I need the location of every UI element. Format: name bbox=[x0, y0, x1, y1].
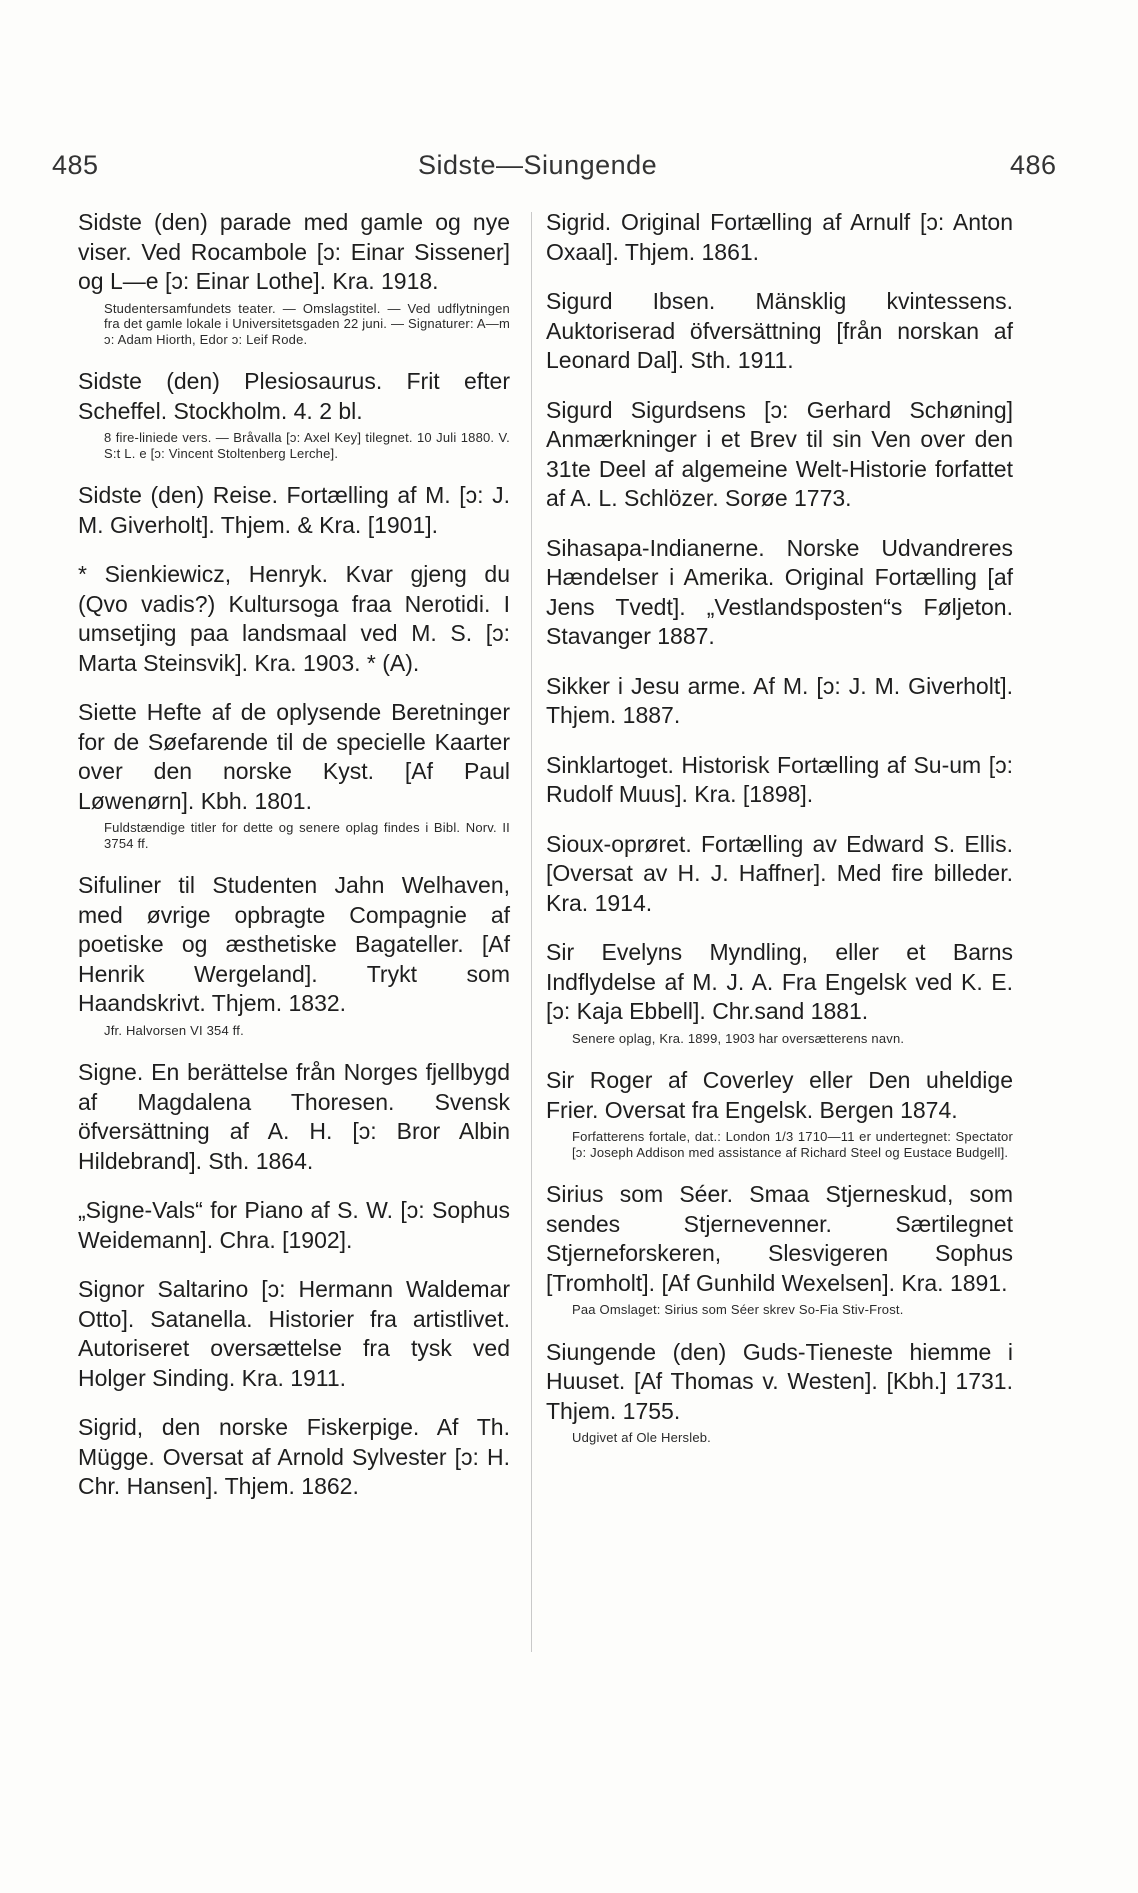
entry-text: Siungende (den) Guds-Tieneste hiemme i Huuset. [Af Thomas v. Westen]. [Kbh.] 1731. Thjem. 1755. bbox=[546, 1338, 1013, 1424]
entry-note: Forfatterens fortale, dat.: London 1/3 1710—11 er undertegnet: Spectator [ɔ: Joseph Addison med assistance af Richard Steel og Eustace Budgell]. bbox=[572, 1129, 1013, 1160]
right-column bbox=[546, 208, 1013, 1466]
bibliography-entry bbox=[78, 208, 510, 347]
bibliography-entry bbox=[546, 751, 1013, 810]
bibliography-entry bbox=[546, 534, 1013, 652]
entry-note: Studentersamfundets teater. — Omslagstitel. — Ved udflytningen fra det gamle lokale i Universitetsgaden 22 juni. — Signaturer: A—m ɔ: Adam Hiorth, Edor ɔ: Leif Rode. bbox=[104, 300, 510, 347]
entry-text: Sidste (den) Reise. Fortælling af M. [ɔ: J. M. Giverholt]. Thjem. & Kra. [1901]. bbox=[78, 482, 510, 538]
entry-note: Jfr. Halvorsen VI 354 ff. bbox=[104, 1022, 244, 1038]
entry-text: Sifuliner til Studenten Jahn Welhaven, med øvrige opbragte Compagnie af poetiske og æsthetiske Bagateller. [Af Henrik Wergeland]. Trykt som Haandskrivt. Thjem. 1832. bbox=[78, 872, 510, 1016]
entry-text: Sikker i Jesu arme. Af M. [ɔ: J. M. Giverholt]. Thjem. 1887. bbox=[546, 672, 1013, 728]
bibliography-entry bbox=[78, 481, 510, 540]
column-divider bbox=[531, 212, 532, 1652]
entry-text: „Signe-Vals“ for Piano af S. W. [ɔ: Sophus Weidemann]. Chra. [1902]. bbox=[78, 1197, 510, 1253]
bibliography-entry bbox=[546, 938, 1013, 1046]
entry-text: Sigurd Sigurdsens [ɔ: Gerhard Schøning] Anmærkninger i et Brev til sin Ven over den 31te Deel af algemeine Welt-Historie forfattet af A. L. Schlözer. Sorøe 1773. bbox=[546, 396, 1013, 511]
entry-note: Udgivet af Ole Hersleb. bbox=[572, 1430, 711, 1445]
entry-text: Sir Evelyns Myndling, eller et Barns Indflydelse af M. J. A. Fra Engelsk ved K. E. [ɔ: Kaja Ebbell]. Chr.sand 1881. bbox=[546, 939, 1013, 1024]
left-column bbox=[78, 208, 510, 1522]
bibliography-entry bbox=[546, 830, 1013, 919]
page-number-left: 485 bbox=[52, 150, 99, 180]
bibliography-entry bbox=[78, 560, 510, 678]
entry-note: Fuldstændige titler for dette og senere oplag findes i Bibl. Norv. II 3754 ff. bbox=[104, 820, 510, 851]
entry-text: Sidste (den) Plesiosaurus. Frit efter Scheffel. Stockholm. 4. 2 bl. bbox=[78, 368, 510, 424]
bibliography-entry bbox=[78, 1413, 510, 1502]
entry-text: * Sienkiewicz, Henryk. Kvar gjeng du (Qvo vadis?) Kultursoga fraa Nerotidi. I umsetjing paa landsmaal ved M. S. [ɔ: Marta Steinsvik]. Kra. 1903. * (A). bbox=[78, 561, 510, 676]
entry-text: Sinklartoget. Historisk Fortælling af Su-um [ɔ: Rudolf Muus]. Kra. [1898]. bbox=[546, 751, 1013, 807]
running-title: Sidste—Siungende bbox=[418, 150, 658, 180]
entry-text: Sigrid, den norske Fiskerpige. Af Th. Mügge. Oversat af Arnold Sylvester [ɔ: H. Chr. Hansen]. Thjem. 1862. bbox=[78, 1414, 510, 1499]
entry-text: Sirius som Séer. Smaa Stjerneskud, som sendes Stjernevenner. Særtilegnet Stjerneforskeren, Slesvigeren Sophus [Tromholt]. [Af Gunhild Wexelsen]. Kra. 1891. bbox=[546, 1181, 1013, 1296]
bibliography-entry bbox=[78, 1275, 510, 1393]
bibliography-entry bbox=[78, 367, 510, 461]
entry-text: Sioux-oprøret. Fortælling av Edward S. Ellis. [Oversat av H. J. Haffner]. Med fire billeder. Kra. 1914. bbox=[546, 830, 1013, 916]
entry-text: Sir Roger af Coverley eller Den uheldige Frier. Oversat fra Engelsk. Bergen 1874. bbox=[546, 1067, 1013, 1123]
bibliography-entry bbox=[78, 698, 510, 851]
entry-text: Signor Saltarino [ɔ: Hermann Waldemar Otto]. Satanella. Historier fra artistlivet. Autoriseret oversættelse fra tysk ved Holger Sinding. Kra. 1911. bbox=[78, 1276, 510, 1391]
bibliography-entry bbox=[546, 1066, 1013, 1160]
bibliography-entry bbox=[546, 287, 1013, 376]
bibliography-entry bbox=[546, 396, 1013, 514]
entry-note: 8 fire-liniede vers. — Bråvalla [ɔ: Axel Key] tilegnet. 10 Juli 1880. V. S:t L. e [ɔ: Vincent Stoltenberg Lerche]. bbox=[104, 430, 510, 461]
bibliography-entry bbox=[546, 208, 1013, 267]
entry-text: Siette Hefte af de oplysende Beretninger for de Søefarende til de specielle Kaarter over den norske Kyst. [Af Paul Løwenørn]. Kbh. 1801. bbox=[78, 699, 510, 814]
bibliography-entry bbox=[546, 1338, 1013, 1446]
entry-note: Paa Omslaget: Sirius som Séer skrev So-Fia Stiv-Frost. bbox=[572, 1302, 904, 1317]
entry-text: Sigrid. Original Fortælling af Arnulf [ɔ: Anton Oxaal]. Thjem. 1861. bbox=[546, 209, 1013, 265]
bibliography-entry bbox=[78, 1196, 510, 1255]
bibliography-entry bbox=[546, 1180, 1013, 1318]
bibliography-entry bbox=[78, 1058, 510, 1176]
bibliography-entry bbox=[546, 672, 1013, 731]
entry-text: Signe. En berättelse från Norges fjellbygd af Magdalena Thoresen. Svensk öfversättning af A. H. [ɔ: Bror Albin Hildebrand]. Sth. 1864. bbox=[78, 1059, 510, 1174]
page-header bbox=[0, 150, 1138, 190]
entry-note: Senere oplag, Kra. 1899, 1903 har oversætterens navn. bbox=[572, 1030, 905, 1046]
entry-text: Sihasapa-Indianerne. Norske Udvandreres Hændelser i Amerika. Original Fortælling [af Jens Tvedt]. „Vestlandsposten“s Føljeton. Stavanger 1887. bbox=[546, 534, 1013, 649]
entry-text: Sigurd Ibsen. Mänsklig kvintessens. Auktoriserad öfversättning [från norskan af Leonard Dal]. Sth. 1911. bbox=[546, 288, 1013, 373]
entry-text: Sidste (den) parade med gamle og nye viser. Ved Rocambole [ɔ: Einar Sissener] og L—e [ɔ: Einar Lothe]. Kra. 1918. bbox=[78, 209, 510, 294]
page-number-right: 486 bbox=[1010, 150, 1057, 180]
bibliography-entry bbox=[78, 871, 510, 1038]
